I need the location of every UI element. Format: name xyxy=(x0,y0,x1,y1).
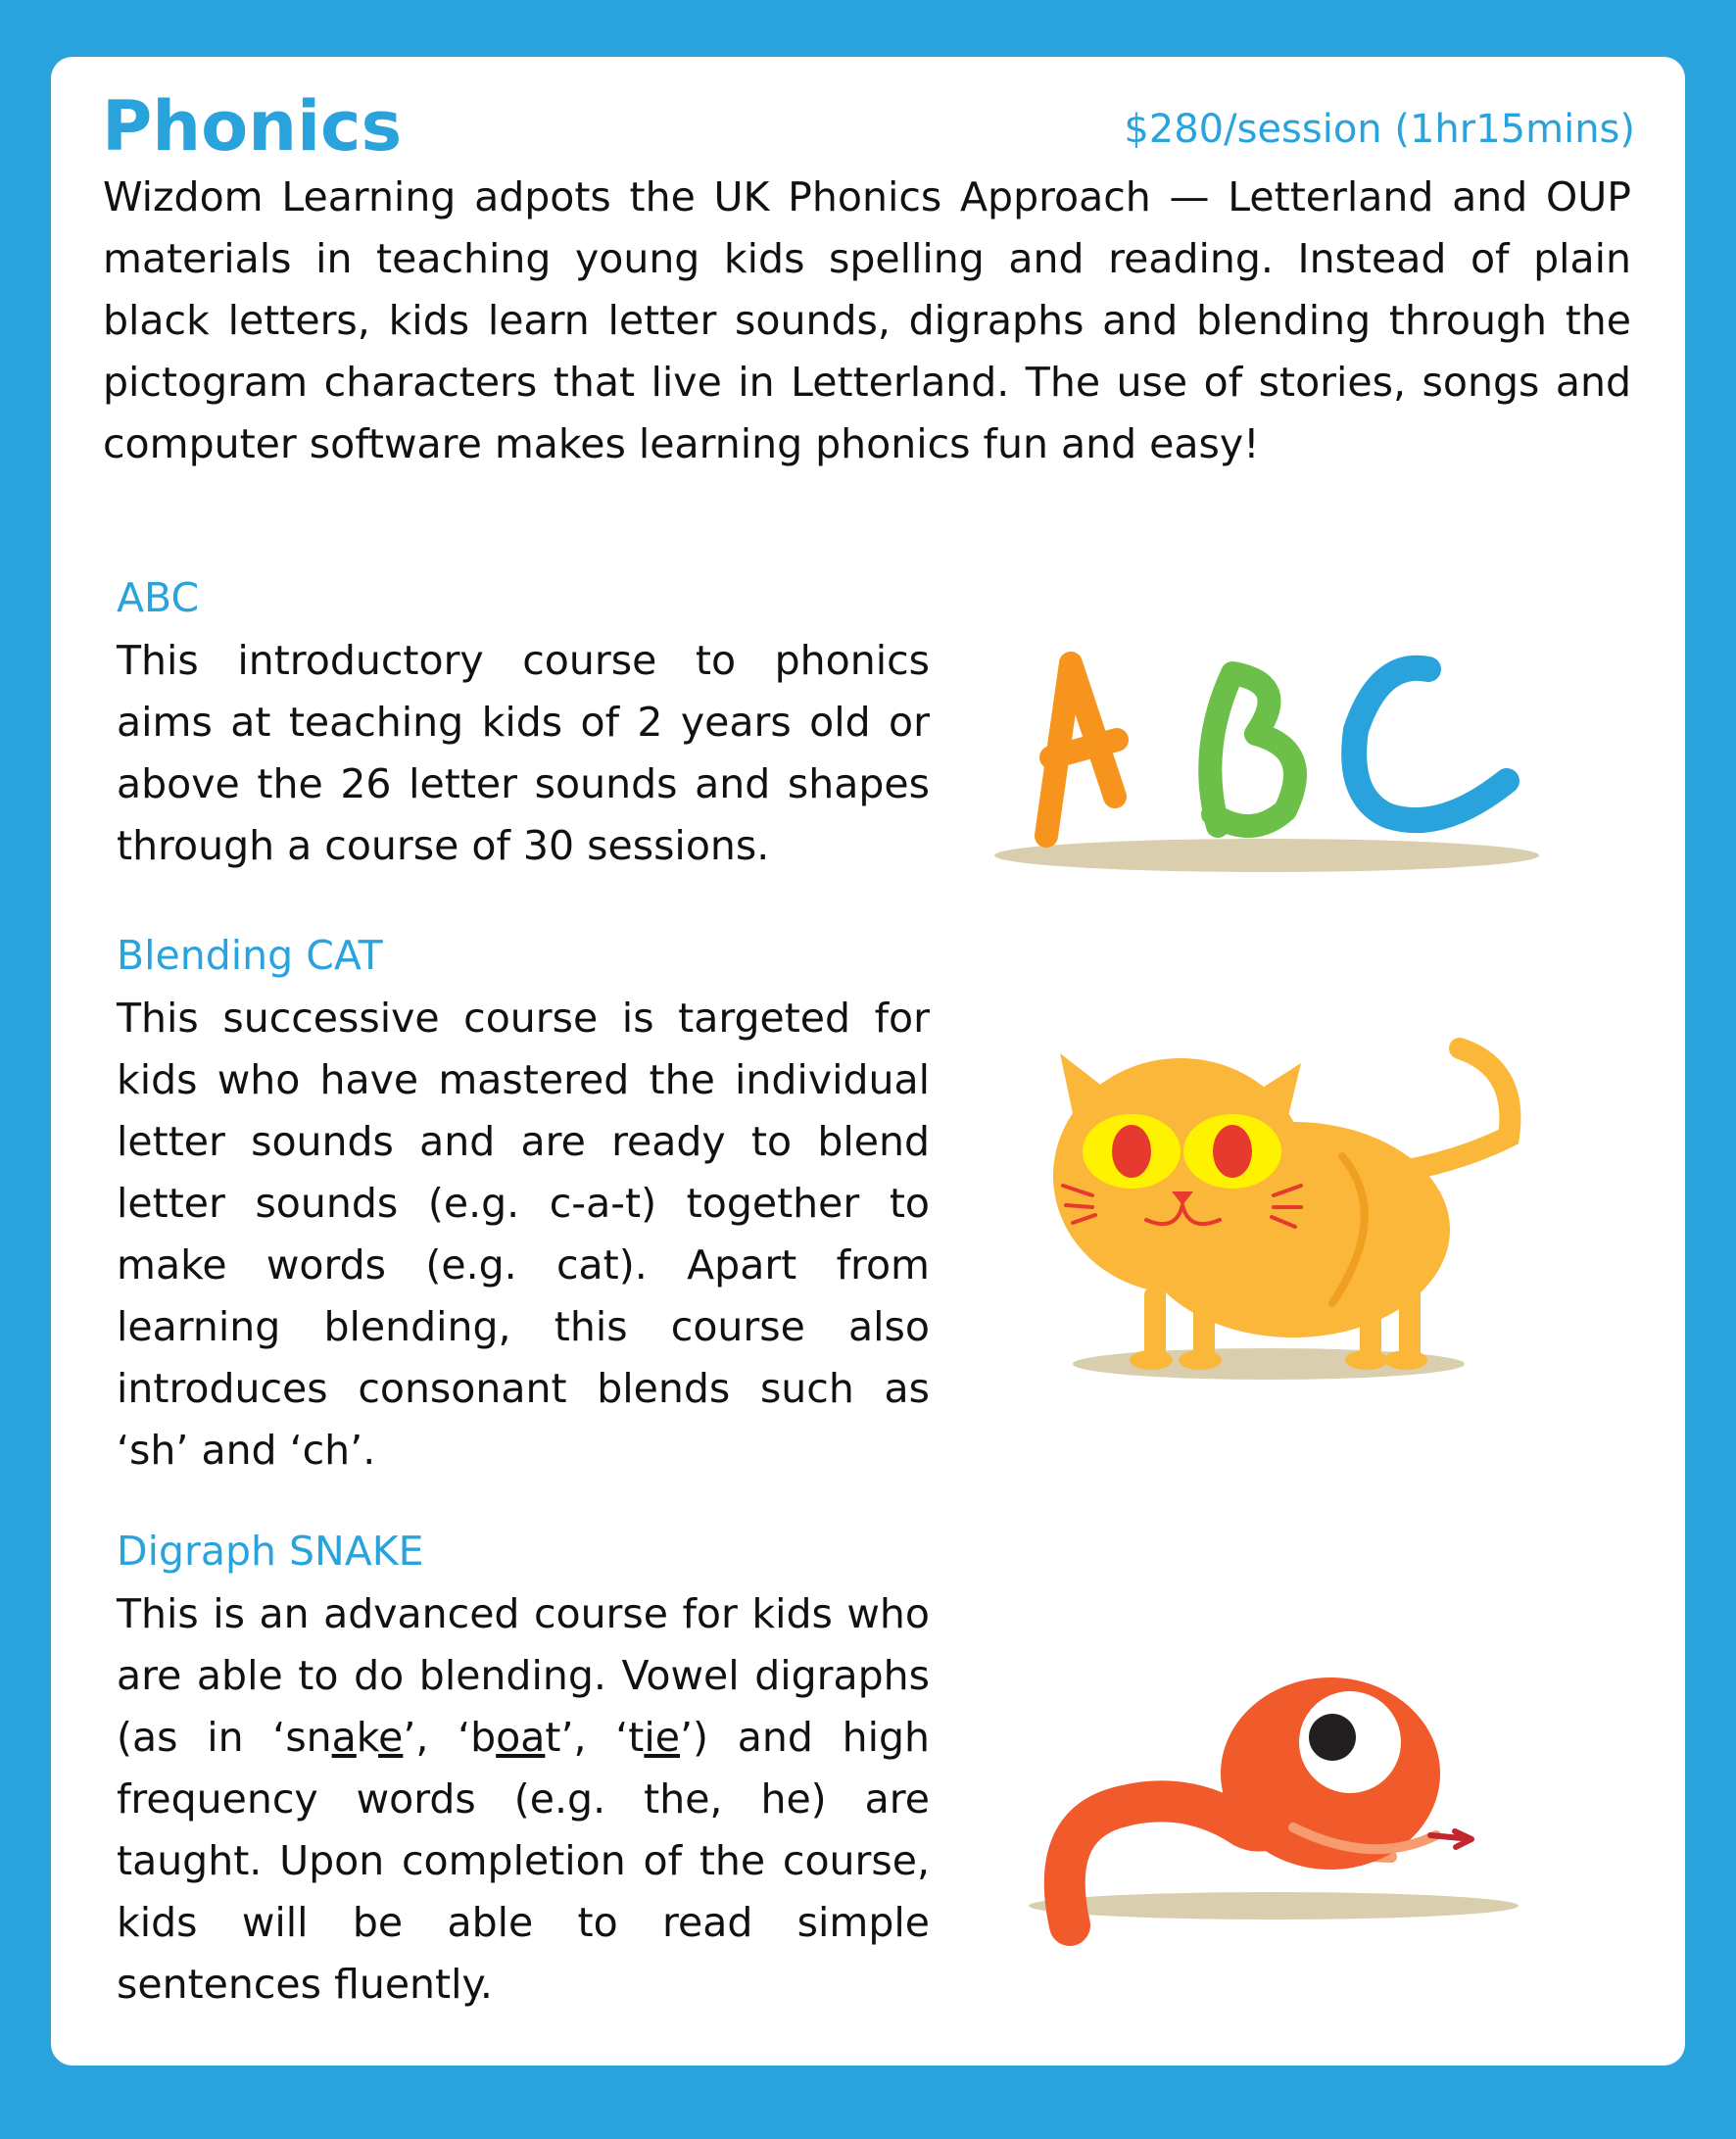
cat-icon xyxy=(1038,1029,1548,1391)
section-title-snake: Digraph SNAKE xyxy=(117,1528,424,1575)
section-body-abc: This introductory course to phonics aims at teaching kids of 2 years old or above the 26 letter sounds and shapes through a course of 30 sessions. xyxy=(117,637,930,869)
section-body-snake: This is an advanced course for kids who are able to do blending. Vowel digraphs (as in ‘snake’, ‘boat’, ‘tie’) and high frequency words (e.g. the, he) are taught. Upon completion of the course, kids will be able to read simple sentences fluently. xyxy=(117,1590,930,2008)
snake-icon xyxy=(1019,1661,1528,1955)
price-label: $280/session (1hr15mins) xyxy=(1124,107,1635,152)
intro-paragraph: Wizdom Learning adpots the UK Phonics Approach — Letterland and OUP materials in teaching young kids spelling and reading. Instead of plain black letters, kids learn letter sounds, digraphs and blending through the pictogram characters that live in Letterland. The use of stories, songs and computer software makes learning phonics fun and easy! xyxy=(103,173,1631,467)
abc-letters-icon xyxy=(989,642,1577,882)
section-body-cat: This successive course is targeted for kids who have mastered the individual letter sounds and are ready to blend letter sounds (e.g. c-a-t) together to make words (e.g. cat). Apart from learning blending, this course also introduces consonant blends such as ‘sh’ and ‘ch’. xyxy=(117,995,930,1474)
page-title: Phonics xyxy=(102,86,403,167)
section-title-cat: Blending CAT xyxy=(117,932,383,979)
section-title-abc: ABC xyxy=(117,574,200,621)
